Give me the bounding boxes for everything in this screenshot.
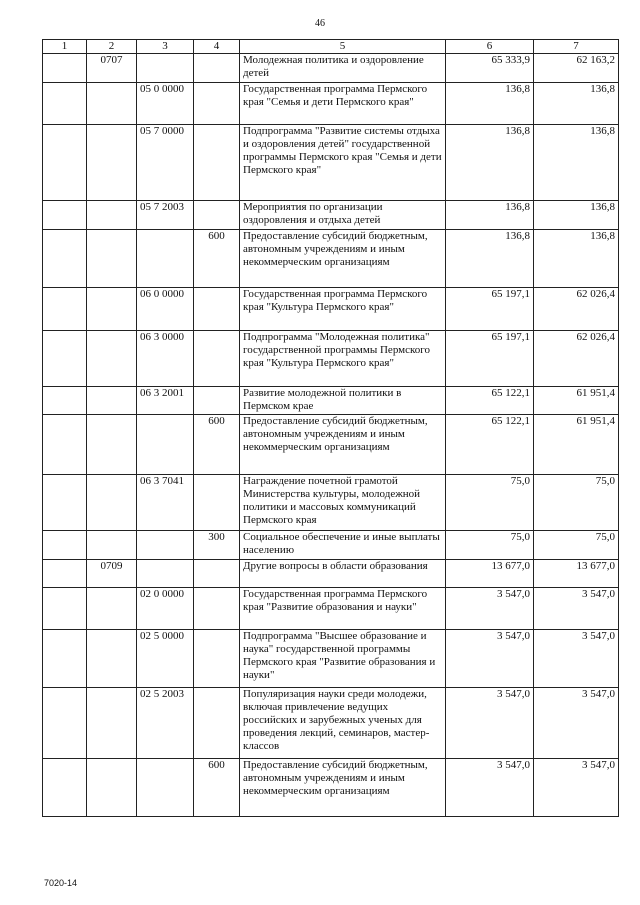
- table-row: [43, 759, 619, 817]
- table-cell-c2: [87, 588, 137, 630]
- table-cell-c7: 3 547,0: [534, 630, 619, 688]
- table-cell-c3: 06 3 7041: [137, 475, 194, 531]
- table-cell-c2: [87, 331, 137, 387]
- table-cell-c7: 62 163,2: [534, 54, 619, 83]
- column-header: 1: [43, 40, 87, 54]
- table-cell-c7: 136,8: [534, 230, 619, 288]
- table-cell-c5: Предоставление субсидий бюджетным, автономным учреждениям и иным некоммерческим организациям: [240, 415, 446, 475]
- table-cell-c6: 65 122,1: [446, 415, 534, 475]
- table-cell-c3: 02 5 2003: [137, 688, 194, 759]
- table-cell-c7: 75,0: [534, 475, 619, 531]
- table-cell-c3: [137, 759, 194, 817]
- table-cell-c6: 3 547,0: [446, 688, 534, 759]
- table-row: [43, 230, 619, 288]
- table-cell-c5: Предоставление субсидий бюджетным, автономным учреждениям и иным некоммерческим организациям: [240, 759, 446, 817]
- table-cell-c1: [43, 125, 87, 201]
- table-cell-c4: [194, 630, 240, 688]
- table-cell-c2: [87, 688, 137, 759]
- table-cell-c1: [43, 531, 87, 560]
- table-cell-c4: [194, 475, 240, 531]
- table-cell-c4: 600: [194, 415, 240, 475]
- table-cell-c5: Мероприятия по организации оздоровления и отдыха детей: [240, 201, 446, 230]
- table-cell-c3: 05 7 0000: [137, 125, 194, 201]
- table-row: [43, 588, 619, 630]
- column-header: 7: [534, 40, 619, 54]
- table-cell-c3: [137, 415, 194, 475]
- table-header-row: [43, 40, 619, 54]
- table-cell-c1: [43, 688, 87, 759]
- table-cell-c4: [194, 54, 240, 83]
- table-cell-c6: 13 677,0: [446, 560, 534, 588]
- table-cell-c6: 75,0: [446, 475, 534, 531]
- column-header: 4: [194, 40, 240, 54]
- table-cell-c6: 65 122,1: [446, 387, 534, 415]
- table-cell-c3: 06 3 2001: [137, 387, 194, 415]
- table-cell-c3: [137, 54, 194, 83]
- table-cell-c6: 136,8: [446, 230, 534, 288]
- table-cell-c2: [87, 759, 137, 817]
- column-header: 3: [137, 40, 194, 54]
- table-cell-c4: [194, 387, 240, 415]
- table-cell-c6: 136,8: [446, 201, 534, 230]
- table-row: [43, 83, 619, 125]
- table-cell-c5: Государственная программа Пермского края "Семья и дети Пермского края": [240, 83, 446, 125]
- table-cell-c7: 62 026,4: [534, 331, 619, 387]
- table-cell-c6: 136,8: [446, 83, 534, 125]
- table-cell-c3: 05 0 0000: [137, 83, 194, 125]
- column-header: 5: [240, 40, 446, 54]
- table-cell-c5: Предоставление субсидий бюджетным, автономным учреждениям и иным некоммерческим организациям: [240, 230, 446, 288]
- page-number: 46: [315, 18, 325, 29]
- table-cell-c7: 136,8: [534, 125, 619, 201]
- table-row: [43, 54, 619, 83]
- column-header: 2: [87, 40, 137, 54]
- table-cell-c6: 65 197,1: [446, 288, 534, 331]
- table-cell-c5: Подпрограмма "Молодежная политика" государственной программы Пермского края "Культура Пермского края": [240, 331, 446, 387]
- table-cell-c5: Социальное обеспечение и иные выплаты населению: [240, 531, 446, 560]
- table-cell-c1: [43, 54, 87, 83]
- table-cell-c6: 3 547,0: [446, 588, 534, 630]
- table-cell-c3: 06 0 0000: [137, 288, 194, 331]
- table-cell-c4: [194, 688, 240, 759]
- table-cell-c4: 300: [194, 531, 240, 560]
- table-cell-c2: [87, 630, 137, 688]
- table-cell-c5: Государственная программа Пермского края "Развитие образования и науки": [240, 588, 446, 630]
- table-cell-c4: [194, 288, 240, 331]
- table-cell-c7: 61 951,4: [534, 415, 619, 475]
- table-cell-c4: [194, 125, 240, 201]
- table-cell-c1: [43, 475, 87, 531]
- column-header: 6: [446, 40, 534, 54]
- table-cell-c2: 0709: [87, 560, 137, 588]
- table-cell-c7: 75,0: [534, 531, 619, 560]
- table-row: [43, 387, 619, 415]
- table-cell-c2: [87, 288, 137, 331]
- table-cell-c5: Государственная программа Пермского края "Культура Пермского края": [240, 288, 446, 331]
- table-cell-c7: 13 677,0: [534, 560, 619, 588]
- table-cell-c5: Развитие молодежной политики в Пермском крае: [240, 387, 446, 415]
- table-cell-c3: 05 7 2003: [137, 201, 194, 230]
- table-cell-c5: Другие вопросы в области образования: [240, 560, 446, 588]
- table-cell-c2: [87, 125, 137, 201]
- table-cell-c5: Подпрограмма "Высшее образование и наука" государственной программы Пермского края "Развитие образования и науки": [240, 630, 446, 688]
- table-cell-c2: [87, 387, 137, 415]
- table-row: [43, 688, 619, 759]
- table-cell-c2: [87, 230, 137, 288]
- table-cell-c1: [43, 331, 87, 387]
- table-cell-c1: [43, 83, 87, 125]
- table-row: [43, 415, 619, 475]
- document-code: 7020-14: [44, 878, 78, 888]
- table-cell-c1: [43, 201, 87, 230]
- table-cell-c3: 02 0 0000: [137, 588, 194, 630]
- table-cell-c5: Подпрограмма "Развитие системы отдыха и оздоровления детей" государственной программы Пермского края "Семья и дети Пермского края": [240, 125, 446, 201]
- table-cell-c4: 600: [194, 230, 240, 288]
- table-cell-c2: [87, 83, 137, 125]
- table-row: [43, 531, 619, 560]
- table-cell-c7: 136,8: [534, 83, 619, 125]
- table-cell-c1: [43, 288, 87, 331]
- table-cell-c3: 06 3 0000: [137, 331, 194, 387]
- table-cell-c1: [43, 230, 87, 288]
- table-cell-c5: Награждение почетной грамотой Министерства культуры, молодежной политики и массовых коммуникаций Пермского края: [240, 475, 446, 531]
- table-cell-c4: [194, 83, 240, 125]
- table-cell-c3: 02 5 0000: [137, 630, 194, 688]
- table-cell-c7: 3 547,0: [534, 588, 619, 630]
- table-cell-c5: Молодежная политика и оздоровление детей: [240, 54, 446, 83]
- table-cell-c1: [43, 630, 87, 688]
- table-cell-c4: [194, 560, 240, 588]
- budget-table: [42, 39, 619, 817]
- table-cell-c6: 3 547,0: [446, 759, 534, 817]
- table-cell-c7: 3 547,0: [534, 759, 619, 817]
- table-cell-c2: [87, 415, 137, 475]
- table-row: [43, 475, 619, 531]
- table-row: [43, 331, 619, 387]
- table-row: [43, 201, 619, 230]
- table-cell-c2: [87, 201, 137, 230]
- table-cell-c7: 61 951,4: [534, 387, 619, 415]
- table-cell-c1: [43, 560, 87, 588]
- table-cell-c6: 65 333,9: [446, 54, 534, 83]
- table-row: [43, 125, 619, 201]
- table-cell-c4: [194, 201, 240, 230]
- table-cell-c7: 136,8: [534, 201, 619, 230]
- table-cell-c1: [43, 759, 87, 817]
- table-row: [43, 288, 619, 331]
- table-cell-c6: 3 547,0: [446, 630, 534, 688]
- table-cell-c7: 62 026,4: [534, 288, 619, 331]
- table-cell-c1: [43, 387, 87, 415]
- table-cell-c5: Популяризация науки среди молодежи, включая привлечение ведущих российских и зарубежных ученых для проведения лекций, семинаров, мастер-классов: [240, 688, 446, 759]
- table-cell-c4: [194, 588, 240, 630]
- table-cell-c6: 65 197,1: [446, 331, 534, 387]
- table-cell-c2: [87, 531, 137, 560]
- table-cell-c2: 0707: [87, 54, 137, 83]
- table-cell-c3: [137, 560, 194, 588]
- table-cell-c1: [43, 415, 87, 475]
- table-cell-c4: [194, 331, 240, 387]
- table-cell-c7: 3 547,0: [534, 688, 619, 759]
- table-cell-c3: [137, 531, 194, 560]
- table-cell-c3: [137, 230, 194, 288]
- table-cell-c6: 75,0: [446, 531, 534, 560]
- table-row: [43, 560, 619, 588]
- table-cell-c4: 600: [194, 759, 240, 817]
- table-cell-c6: 136,8: [446, 125, 534, 201]
- table-row: [43, 630, 619, 688]
- table-cell-c2: [87, 475, 137, 531]
- table-cell-c1: [43, 588, 87, 630]
